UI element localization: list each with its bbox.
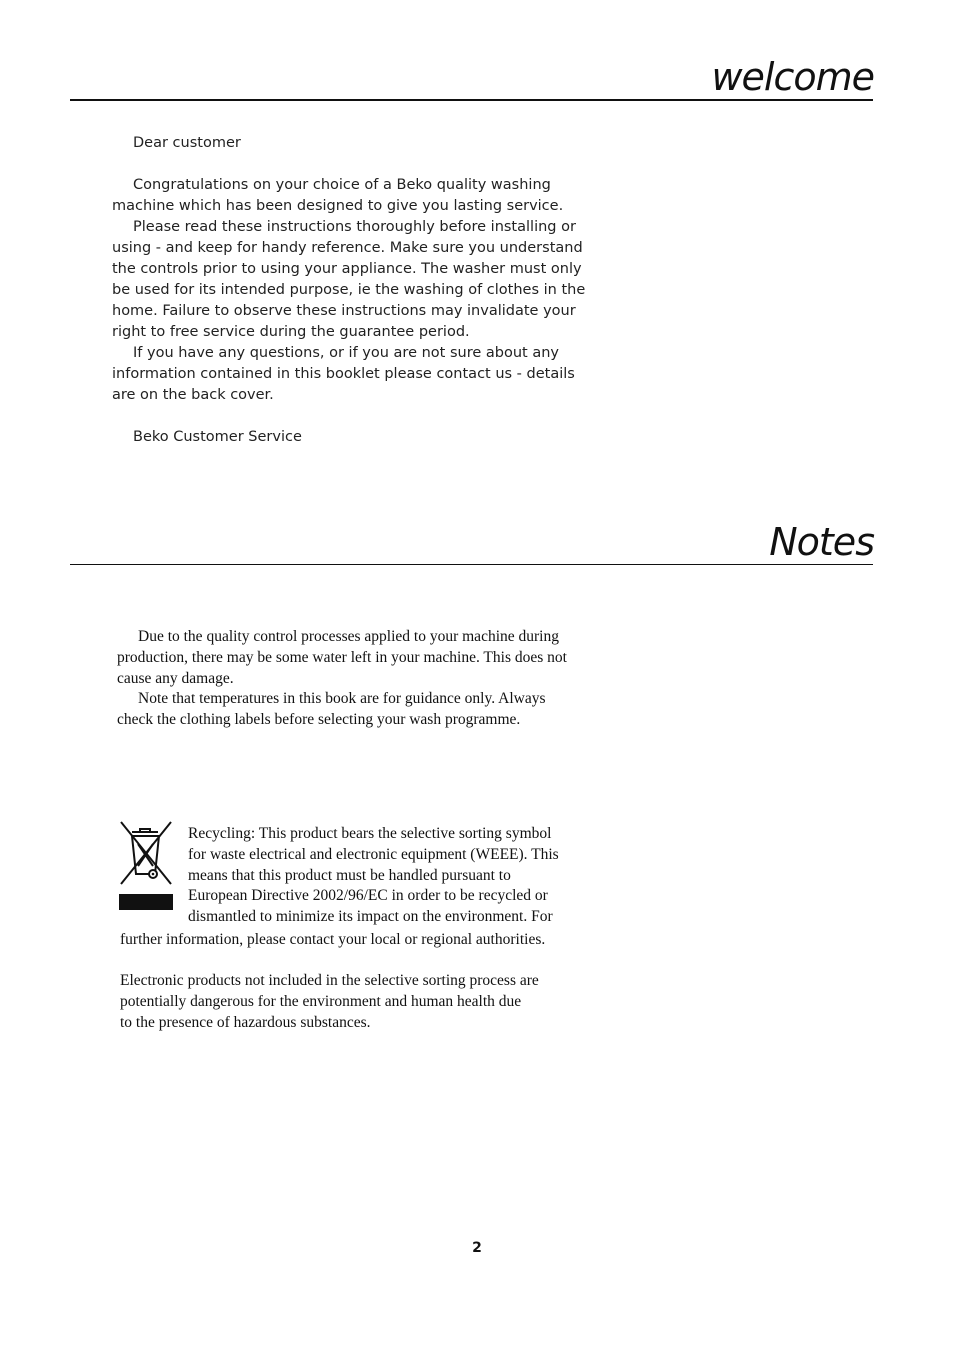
recycling-line: dismantled to minimize its impact on the environment. For <box>188 908 553 926</box>
page-number: 2 <box>472 1240 482 1256</box>
electronic-line: potentially dangerous for the environment and human health due <box>120 992 522 1010</box>
recycling-line: Recycling: This product bears the selective sorting symbol <box>188 825 552 842</box>
welcome-paragraph-3: If you have any questions, or if you are not sure about any information contained in this booklet please contact us - details are on the back cover. <box>112 345 575 403</box>
recycling-last-line: further information, please contact your local or regional authorities. <box>120 931 546 948</box>
recycling-line: for waste electrical and electronic equipment (WEEE). This <box>188 845 559 863</box>
welcome-letter <box>112 133 592 448</box>
notes-paragraph-2: Note that temperatures in this book are for guidance only. Always check the clothing labels before selecting your wash programme. <box>117 690 546 729</box>
salutation: Dear customer <box>133 135 241 151</box>
electronic-products-text <box>120 971 620 1033</box>
notes-divider <box>70 564 873 565</box>
notes-paragraph-1: Due to the quality control processes applied to your machine during production, there may be some water left in your machine. This does not cause any damage. <box>117 628 567 687</box>
recycling-line: means that this product must be handled pursuant to <box>188 866 511 884</box>
welcome-divider <box>70 99 873 101</box>
welcome-paragraph-2: Please read these instructions thoroughly before installing or using - and keep for handy reference. Make sure you understand the controls prior to using your appliance. The washer must only be used for its intended purpose, ie the washing of clothes in the home. Failure to observe these instructions may invalidate your right to free service during the guarantee period. <box>112 219 586 340</box>
recycling-line: European Directive 2002/96/EC in order to be recycled or <box>188 887 548 905</box>
crossed-out-wheelie-bin-icon <box>118 820 174 912</box>
electronic-line: to the presence of hazardous substances. <box>120 1013 371 1031</box>
welcome-heading: welcome <box>711 55 874 99</box>
electronic-line: Electronic products not included in the selective sorting process are <box>120 972 539 989</box>
welcome-paragraph-1: Congratulations on your choice of a Beko quality washing machine which has been designed to give you lasting service. <box>112 177 564 214</box>
recycling-text <box>188 824 608 928</box>
notes-heading: Notes <box>769 520 874 564</box>
signature: Beko Customer Service <box>133 429 302 445</box>
notes-text <box>117 627 582 731</box>
